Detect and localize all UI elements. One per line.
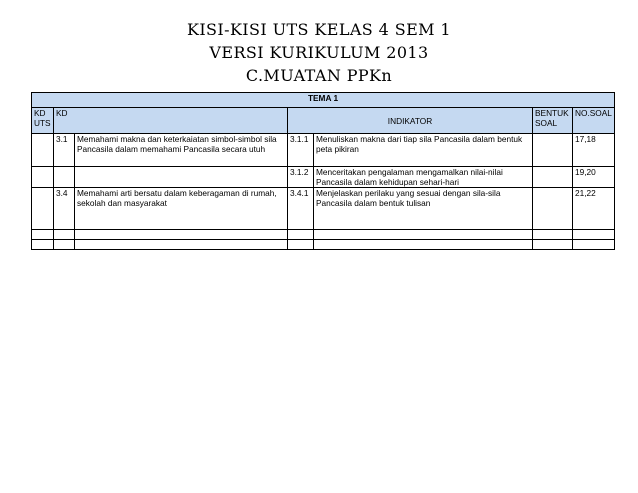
col-header-bentuk-soal: BENTUK SOAL: [533, 108, 573, 134]
empty-row: [32, 230, 615, 240]
col-header-kd: KD: [54, 108, 288, 134]
title-line-2: VERSI KURIKULUM 2013: [209, 43, 429, 62]
indikator-text-cell: Menjelaskan perilaku yang sesuai dengan sila-sila Pancasila dalam bentuk tulisan: [314, 188, 533, 230]
table-row: [32, 134, 615, 167]
tema-heading: TEMA 1: [32, 93, 615, 108]
no-soal-cell: 19,20: [573, 167, 615, 188]
kd-uts-cell: [32, 167, 54, 188]
document-title-block: [0, 18, 638, 87]
kd-number-cell: 3.1: [54, 134, 75, 167]
indikator-number-cell: 3.4.1: [288, 188, 314, 230]
indikator-number-cell: 3.1.2: [288, 167, 314, 188]
empty-row: [32, 240, 615, 250]
bentuk-soal-cell: [533, 134, 573, 167]
kisi-kisi-table: [31, 92, 615, 250]
col-header-indikator: INDIKATOR: [288, 108, 533, 134]
indikator-text-cell: Menuliskan makna dari tiap sila Pancasila dalam bentuk peta pikiran: [314, 134, 533, 167]
table-row: [32, 188, 615, 230]
kd-uts-cell: [32, 188, 54, 230]
bentuk-soal-cell: [533, 188, 573, 230]
kd-text-cell: Memahami makna dan keterkaiatan simbol-simbol sila Pancasila dalam memahami Pancasila secara utuh: [75, 134, 288, 167]
col-header-no-soal: NO.SOAL: [573, 108, 615, 134]
bentuk-soal-cell: [533, 167, 573, 188]
kd-uts-cell: [32, 134, 54, 167]
table-header-row: [32, 108, 615, 134]
title-line-3: C.MUATAN PPKn: [245, 66, 393, 85]
kd-text-cell: Memahami arti bersatu dalam keberagaman di rumah, sekolah dan masyarakat: [75, 188, 288, 230]
kd-number-cell: [54, 167, 75, 188]
indikator-text-cell: Menceritakan pengalaman mengamalkan nilai-nilai Pancasila dalam kehidupan sehari-hari: [314, 167, 533, 188]
kd-number-cell: 3.4: [54, 188, 75, 230]
no-soal-cell: 17,18: [573, 134, 615, 167]
indikator-number-cell: 3.1.1: [288, 134, 314, 167]
title-line-1: KISI-KISI UTS KELAS 4 SEM 1: [186, 20, 452, 39]
kd-text-cell: [75, 167, 288, 188]
no-soal-cell: 21,22: [573, 188, 615, 230]
col-header-kd-uts: KD UTS: [32, 108, 54, 134]
table-row: [32, 167, 615, 188]
